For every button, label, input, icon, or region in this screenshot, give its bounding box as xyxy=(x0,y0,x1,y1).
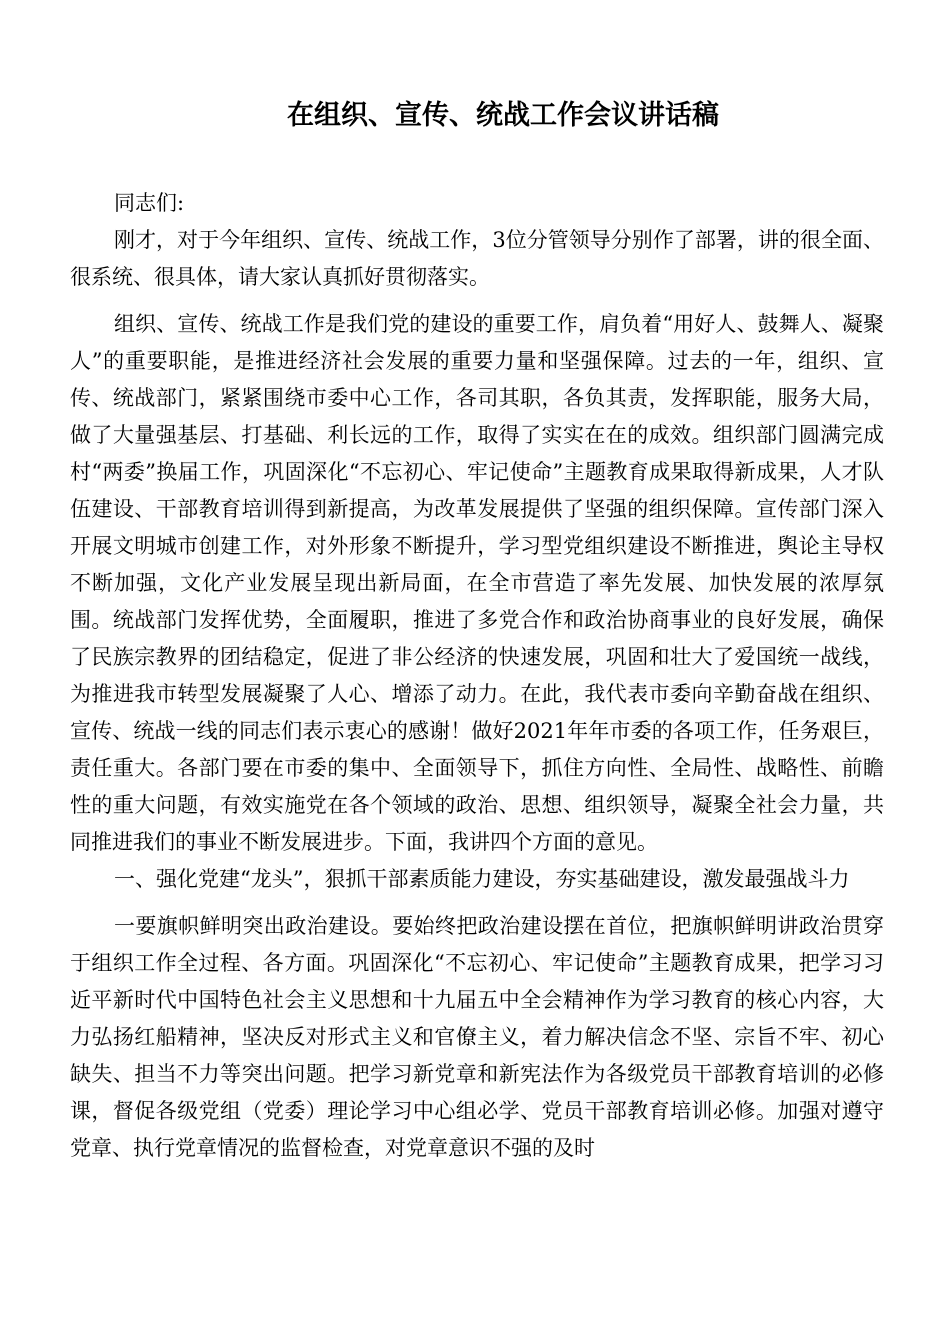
body-paragraph: 一要旗帜鲜明突出政治建设。要始终把政治建设摆在首位，把旗帜鲜明讲政治贯穿于组织工作全过程、各方面。巩固深化“不忘初心、牢记使命”主题教育成果，把学习习近平新时代中国特色社会主义思想和十九届五中全会精神作为学习教育的核心内容，大力弘扬红船精神，坚决反对形式主义和官僚主义，着力解决信念不坚、宗旨不牢、初心缺失、担当不力等突出问题。把学习新党章和新宪法作为各级党员干部教育培训的必修课，督促各级党组（党委）理论学习中心组必学、党员干部教育培训必修。加强对遵守党章、执行党章情况的监督检查，对党章意识不强的及时 xyxy=(70,914,884,1160)
section-heading: 一、强化党建“龙头”，狠抓干部素质能力建设，夯实基础建设，激发最强战斗力 xyxy=(114,867,850,891)
body-paragraph: 刚才，对于今年组织、宣传、统战工作，3位分管领导分别作了部署，讲的很全面、很系统、很具体，请大家认真抓好贯彻落实。 xyxy=(70,228,884,289)
salutation-paragraph: 同志们: xyxy=(114,191,185,215)
body-paragraph: 组织、宣传、统战工作是我们党的建设的重要工作，肩负着“用好人、鼓舞人、凝聚人”的重要职能，是推进经济社会发展的重要力量和坚强保障。过去的一年，组织、宣传、统战部门，紧紧围绕市委中心工作，各司其职，各负其责，发挥职能，服务大局，做了大量强基层、打基础、利长远的工作，取得了实实在在的成效。组织部门圆满完成村“两委”换届工作，巩固深化“不忘初心、牢记使命”主题教育成果取得新成果，人才队伍建设、干部教育培训得到新提高，为改革发展提供了坚强的组织保障。宣传部门深入开展文明城市创建工作，对外形象不断提升，学习型党组织建设不断推进，舆论主导权不断加强，文化产业发展呈现出新局面，在全市营造了率先发展、加快发展的浓厚氛围。统战部门发挥优势，全面履职，推进了多党合作和政治协商事业的良好发展，确保了民族宗教界的团结稳定，促进了非公经济的快速发展，巩固和壮大了爱国统一战线，为推进我市转型发展凝聚了人心、增添了动力。在此，我代表市委向辛勤奋战在组织、宣传、统战一线的同志们表示衷心的感谢！做好2021年年市委的各项工作，任务艰巨，责任重大。各部门要在市委的集中、全面领导下，抓住方向性、全局性、战略性、前瞻性的重大问题，有效实施党在各个领域的政治、思想、组织领导，凝聚全社会力量，共同推进我们的事业不断发展进步。下面，我讲四个方面的意见。 xyxy=(70,312,884,854)
document-title: 在组织、宣传、统战工作会议讲话稿 xyxy=(287,100,719,131)
document-body xyxy=(70,185,884,1167)
